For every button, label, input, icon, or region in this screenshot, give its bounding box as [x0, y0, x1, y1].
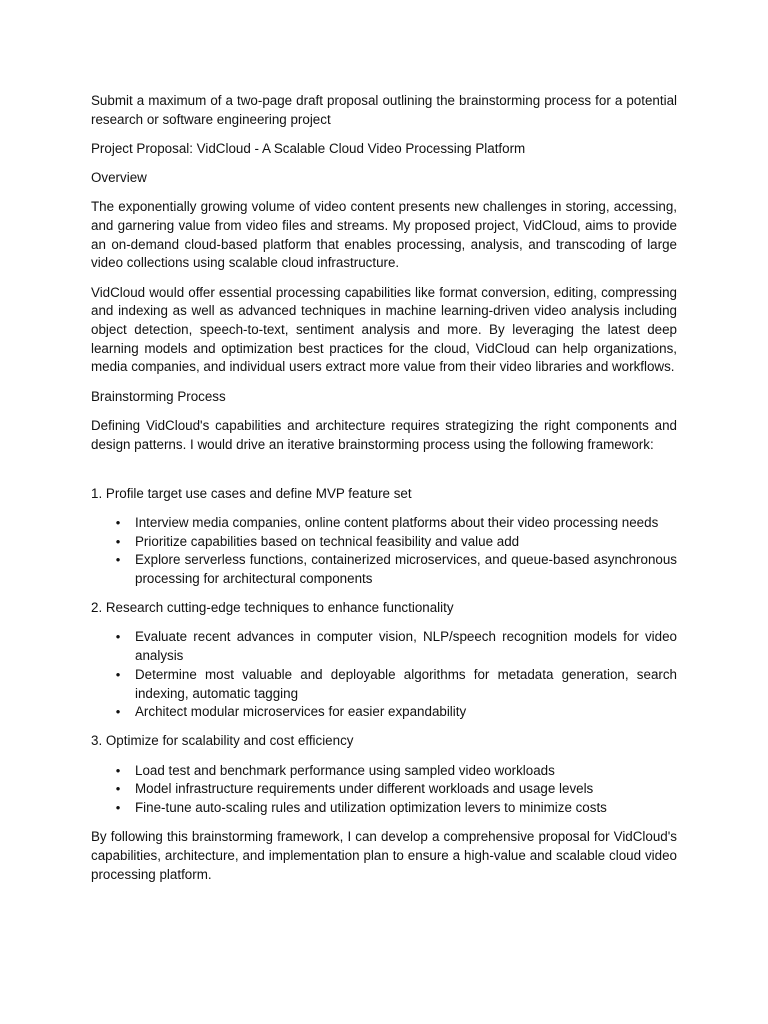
conclusion-paragraph: By following this brainstorming framework, I can develop a comprehensive proposal for VidCloud's capabilities, architecture, and implementation plan to ensure a high-value and scalable cloud video processing platform. [91, 829, 677, 882]
intro-paragraph: Submit a maximum of a two-page draft proposal outlining the brainstorming process for a potential research or software engineering project [91, 93, 677, 127]
list-item [91, 533, 677, 552]
list-item [91, 551, 677, 588]
section-1-heading: 1. Profile target use cases and define MVP feature set [91, 485, 412, 501]
bullet-icon: • [115, 552, 121, 568]
brainstorming-paragraph: Defining VidCloud's capabilities and architecture requires strategizing the right components and design patterns. I would drive an iterative brainstorming process using the following framework: [91, 417, 677, 452]
section-2-list [91, 628, 677, 722]
bullet-icon: • [115, 800, 121, 816]
bullet-icon: • [115, 666, 121, 682]
list-item-text: Load test and benchmark performance using sampled video workloads [135, 762, 555, 778]
list-item-text: Interview media companies, online content platforms about their video processing needs [135, 514, 659, 530]
section-2-heading: 2. Research cutting-edge techniques to enhance functionality [91, 600, 454, 616]
list-item-text: Determine most valuable and deployable algorithms for metadata generation, search indexing, automatic tagging [135, 666, 677, 701]
list-item-text: Fine-tune auto-scaling rules and utilization optimization levers to minimize costs [135, 800, 607, 816]
document-page [91, 92, 677, 895]
overview-heading: Overview [91, 170, 147, 186]
overview-paragraph-1: The exponentially growing volume of video content presents new challenges in storing, accessing, and garnering value from video files and streams. My proposed project, VidCloud, aims to provide an on-demand cloud-based platform that enables processing, analysis, and transcoding of large video collections using scalable cloud infrastructure. [91, 199, 677, 271]
overview-paragraph-2: VidCloud would offer essential processing capabilities like format conversion, editing, compressing and indexing as well as advanced techniques in machine learning-driven video analysis including object detection, speech-to-text, sentiment analysis and more. By leveraging the latest deep learning models and optimization best practices for the cloud, VidCloud can help organizations, media companies, and individual users extract more value from their video libraries and workflows. [91, 284, 677, 375]
list-item [91, 703, 677, 722]
bullet-icon: • [115, 629, 121, 645]
list-item [91, 514, 677, 533]
brainstorming-heading: Brainstorming Process [91, 388, 226, 404]
section-1-list [91, 514, 677, 589]
section-3-list [91, 762, 677, 818]
bullet-icon: • [115, 533, 121, 549]
proposal-title: Project Proposal: VidCloud - A Scalable Cloud Video Processing Platform [91, 140, 526, 156]
list-item-text: Architect modular microservices for easier expandability [135, 704, 467, 720]
list-item [91, 762, 677, 781]
list-item [91, 628, 677, 665]
list-item-text: Explore serverless functions, containerized microservices, and queue-based asynchronous processing for architectural components [135, 552, 677, 587]
bullet-icon: • [115, 762, 121, 778]
list-item [91, 780, 677, 799]
list-item [91, 799, 677, 818]
bullet-icon: • [115, 514, 121, 530]
list-item-text: Model infrastructure requirements under different workloads and usage levels [135, 781, 594, 797]
section-3-heading: 3. Optimize for scalability and cost efficiency [91, 733, 354, 749]
list-item-text: Prioritize capabilities based on technical feasibility and value add [135, 533, 520, 549]
blank-line [91, 465, 677, 485]
list-item-text: Evaluate recent advances in computer vision, NLP/speech recognition models for video analysis [135, 629, 677, 664]
list-item [91, 666, 677, 703]
bullet-icon: • [115, 704, 121, 720]
bullet-icon: • [115, 781, 121, 797]
